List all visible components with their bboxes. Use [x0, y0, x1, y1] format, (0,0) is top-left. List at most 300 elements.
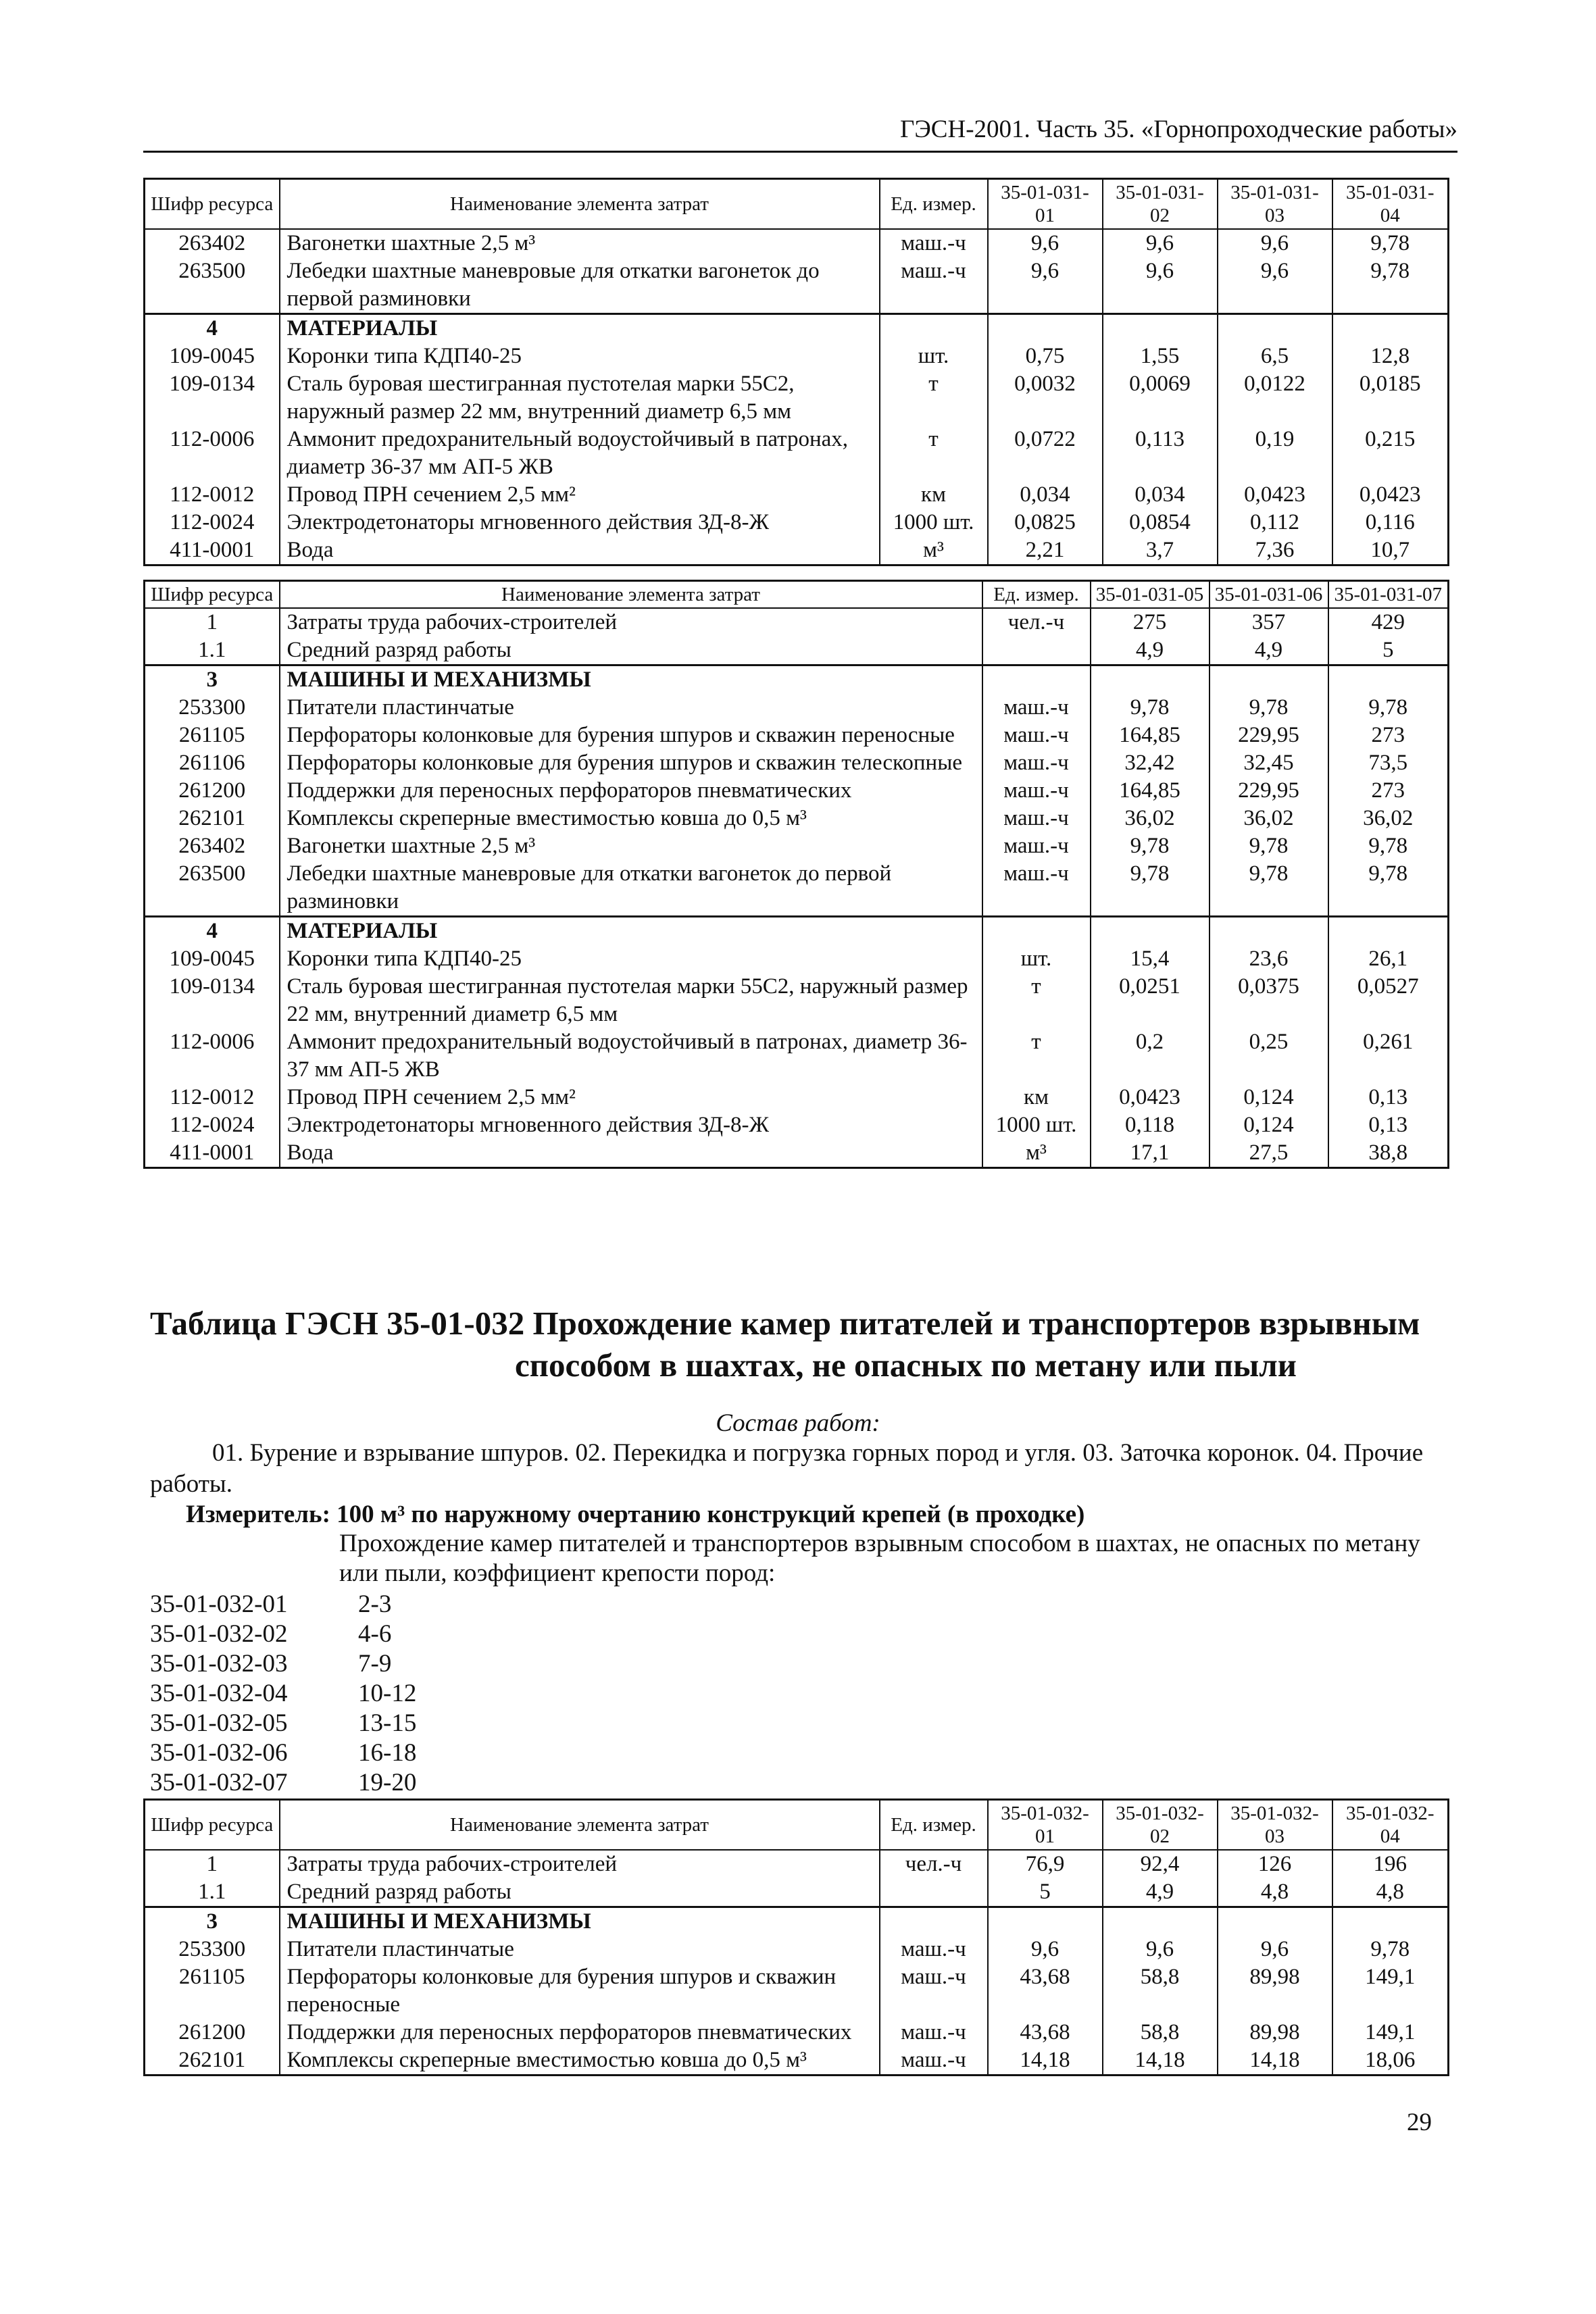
norm-value [1103, 314, 1218, 343]
resource-unit: т [880, 426, 988, 481]
table-body [145, 608, 1449, 1168]
table-row [145, 694, 1449, 722]
resource-name: МАШИНЫ И МЕХАНИЗМЫ [280, 665, 982, 695]
norm-value: 9,6 [1218, 1936, 1332, 1963]
norm-value: 9,6 [988, 1936, 1103, 1963]
table-row [145, 1084, 1449, 1111]
col-header-variant: 35-01-031-04 [1332, 179, 1449, 230]
norm-value: 58,8 [1103, 1963, 1218, 2019]
table-row [145, 1111, 1449, 1139]
resource-code: 262101 [145, 2046, 280, 2076]
norm-value: 126 [1218, 1850, 1332, 1878]
resource-name: Коронки типа КДП40-25 [280, 343, 880, 370]
table-title [150, 1303, 1474, 1386]
norm-value: 12,8 [1332, 343, 1449, 370]
table-row [145, 973, 1449, 1028]
norm-value [1218, 314, 1332, 343]
section-row [145, 314, 1449, 343]
norm-value: 58,8 [1103, 2019, 1218, 2046]
col-header-variant: 35-01-032-02 [1103, 1800, 1218, 1851]
works-list: 01. Бурение и взрывание шпуров. 02. Перекидка и погрузка горных пород и угля. 03. Заточка коронок. 04. Прочие работы. [150, 1439, 1424, 1498]
norm-value: 9,6 [1103, 229, 1218, 257]
resource-name: Лебедки шахтные маневровые для откатки вагонеток до первой разминовки [280, 257, 880, 314]
norm-value [1103, 1907, 1218, 1936]
norm-value: 0,124 [1210, 1084, 1328, 1111]
resource-code: 262101 [145, 805, 280, 832]
resource-unit [880, 1878, 988, 1907]
resource-unit [982, 917, 1091, 946]
resource-name: Комплексы скреперные вместимостью ковша до 0,5 м³ [280, 2046, 880, 2076]
resource-code: 261106 [145, 749, 280, 777]
col-header-name: Наименование элемента затрат [280, 1800, 880, 1851]
table-row [145, 343, 1449, 370]
resource-name: Вагонетки шахтные 2,5 м³ [280, 229, 880, 257]
col-header-unit: Ед. измер. [880, 179, 988, 230]
norm-value: 14,18 [988, 2046, 1103, 2076]
resource-unit: маш.-ч [880, 257, 988, 314]
resource-table-031-05-07 [143, 580, 1449, 1169]
col-header-variant: 35-01-031-05 [1091, 581, 1210, 609]
norm-code: 35-01-032-04 [150, 1680, 288, 1707]
norm-value: 0,13 [1328, 1084, 1449, 1111]
norm-value: 32,45 [1210, 749, 1328, 777]
norm-value: 9,6 [988, 229, 1103, 257]
table-row [145, 229, 1449, 257]
norm-code-row [150, 1590, 416, 1619]
table-row [145, 860, 1449, 917]
norm-value: 92,4 [1103, 1850, 1218, 1878]
resource-unit: маш.-ч [982, 860, 1091, 917]
resource-name: Электродетонаторы мгновенного действия ЗД-8-Ж [280, 509, 880, 536]
table-row [145, 636, 1449, 665]
norm-value: 0,261 [1328, 1028, 1449, 1084]
norm-value: 0,0423 [1218, 481, 1332, 509]
norm-value [1328, 665, 1449, 695]
resource-unit: км [880, 481, 988, 509]
resource-code: 112-0012 [145, 481, 280, 509]
norm-value: 9,78 [1210, 832, 1328, 860]
col-header-code: Шифр ресурса [145, 1800, 280, 1851]
resource-unit: т [982, 973, 1091, 1028]
norm-value: 17,1 [1091, 1139, 1210, 1168]
norm-code-row [150, 1649, 416, 1679]
resource-name: Провод ПРН сечением 2,5 мм² [280, 481, 880, 509]
norm-value: 9,78 [1332, 257, 1449, 314]
norm-value: 0,0185 [1332, 370, 1449, 426]
norm-value: 149,1 [1332, 1963, 1449, 2019]
norm-value: 0,25 [1210, 1028, 1328, 1084]
resource-code: 1 [145, 1850, 280, 1878]
resource-code: 1.1 [145, 1878, 280, 1907]
norm-value: 43,68 [988, 2019, 1103, 2046]
norm-value: 9,78 [1328, 832, 1449, 860]
norm-value: 9,6 [1218, 229, 1332, 257]
resource-name: Вода [280, 1139, 982, 1168]
running-header: ГЭСН-2001. Часть 35. «Горнопроходческие работы» [143, 115, 1457, 153]
norm-value: 4,9 [1103, 1878, 1218, 1907]
table-row [145, 2046, 1449, 2076]
resource-unit: маш.-ч [880, 2019, 988, 2046]
hardness-range: 10-12 [358, 1680, 417, 1707]
col-header-variant: 35-01-032-03 [1218, 1800, 1332, 1851]
norm-value: 23,6 [1210, 945, 1328, 973]
norm-code-row [150, 1768, 416, 1798]
resource-code: 4 [145, 917, 280, 946]
meter-line: Измеритель: 100 м³ по наружному очертанию конструкций крепей (в проходке) [186, 1501, 1085, 1528]
resource-code: 261105 [145, 722, 280, 749]
resource-name: Аммонит предохранительный водоустойчивый в патронах, диаметр 36-37 мм АП-5 ЖВ [280, 1028, 982, 1084]
resource-unit: м³ [880, 536, 988, 565]
col-header-unit: Ед. измер. [982, 581, 1091, 609]
norm-value: 9,78 [1091, 860, 1210, 917]
norm-value: 9,78 [1332, 1936, 1449, 1963]
norm-value [1210, 917, 1328, 946]
norm-value: 9,78 [1210, 694, 1328, 722]
norm-value [988, 314, 1103, 343]
norm-value: 14,18 [1103, 2046, 1218, 2076]
table-row [145, 749, 1449, 777]
norm-value: 6,5 [1218, 343, 1332, 370]
norm-value [988, 1907, 1103, 1936]
table-row [145, 509, 1449, 536]
norm-value: 275 [1091, 608, 1210, 636]
hardness-range: 7-9 [358, 1650, 392, 1678]
hardness-range: 19-20 [358, 1769, 417, 1796]
resource-code: 4 [145, 314, 280, 343]
table-header-row [145, 1800, 1449, 1851]
resource-name: Перфораторы колонковые для бурения шпуров и скважин переносные [280, 722, 982, 749]
norm-value: 0,215 [1332, 426, 1449, 481]
resource-unit [880, 314, 988, 343]
resource-name: Питатели пластинчатые [280, 694, 982, 722]
resource-unit: чел.-ч [880, 1850, 988, 1878]
resource-code: 112-0006 [145, 426, 280, 481]
norm-code: 35-01-032-02 [150, 1620, 288, 1648]
norm-value: 38,8 [1328, 1139, 1449, 1168]
norm-code-row [150, 1709, 416, 1738]
resource-unit: чел.-ч [982, 608, 1091, 636]
table-row [145, 536, 1449, 565]
norm-value: 0,0423 [1332, 481, 1449, 509]
resource-name: Вода [280, 536, 880, 565]
resource-name: Перфораторы колонковые для бурения шпуров и скважин телескопные [280, 749, 982, 777]
norm-value: 0,113 [1103, 426, 1218, 481]
resource-code: 109-0045 [145, 343, 280, 370]
resource-name: Средний разряд работы [280, 1878, 880, 1907]
resource-code: 3 [145, 665, 280, 695]
norm-value: 9,78 [1210, 860, 1328, 917]
norm-code: 35-01-032-07 [150, 1769, 288, 1796]
norm-value [1091, 665, 1210, 695]
norm-value: 149,1 [1332, 2019, 1449, 2046]
norm-value: 73,5 [1328, 749, 1449, 777]
resource-unit [982, 665, 1091, 695]
norm-value: 0,034 [1103, 481, 1218, 509]
norm-value: 9,6 [1103, 1936, 1218, 1963]
table-row [145, 2019, 1449, 2046]
resource-code: 3 [145, 1907, 280, 1936]
resource-code: 109-0134 [145, 370, 280, 426]
norm-value: 196 [1332, 1850, 1449, 1878]
norm-value: 7,36 [1218, 536, 1332, 565]
norm-value: 89,98 [1218, 2019, 1332, 2046]
col-header-variant: 35-01-031-02 [1103, 179, 1218, 230]
resource-unit: маш.-ч [982, 749, 1091, 777]
col-header-name: Наименование элемента затрат [280, 179, 880, 230]
norm-value: 0,19 [1218, 426, 1332, 481]
norm-value: 0,0722 [988, 426, 1103, 481]
norm-value: 229,95 [1210, 722, 1328, 749]
table-row [145, 1878, 1449, 1907]
col-header-variant: 35-01-031-06 [1210, 581, 1328, 609]
table-header-row [145, 179, 1449, 230]
norm-value: 0,0251 [1091, 973, 1210, 1028]
norm-value: 9,78 [1091, 694, 1210, 722]
resource-code: 112-0012 [145, 1084, 280, 1111]
norm-value: 26,1 [1328, 945, 1449, 973]
norm-code-row [150, 1619, 416, 1649]
norm-value: 36,02 [1210, 805, 1328, 832]
section-row [145, 665, 1449, 695]
norm-value: 273 [1328, 777, 1449, 805]
resource-name: МАШИНЫ И МЕХАНИЗМЫ [280, 1907, 880, 1936]
resource-unit: км [982, 1084, 1091, 1111]
table-header-row [145, 581, 1449, 609]
norm-value: 229,95 [1210, 777, 1328, 805]
norm-value: 4,8 [1332, 1878, 1449, 1907]
norm-code: 35-01-032-05 [150, 1709, 288, 1737]
table-row [145, 1963, 1449, 2019]
norm-code: 35-01-032-01 [150, 1590, 288, 1618]
table-row [145, 1139, 1449, 1168]
norm-code: 35-01-032-06 [150, 1739, 288, 1767]
norm-value: 164,85 [1091, 777, 1210, 805]
table-row [145, 1936, 1449, 1963]
table-title-line2: способом в шахтах, не опасных по метану или пыли [515, 1347, 1297, 1384]
table-row [145, 481, 1449, 509]
norm-value: 89,98 [1218, 1963, 1332, 2019]
resource-code: 1.1 [145, 636, 280, 665]
norm-value: 4,9 [1210, 636, 1328, 665]
norm-code-row [150, 1738, 416, 1768]
norm-value: 32,42 [1091, 749, 1210, 777]
table-body [145, 1850, 1449, 2076]
resource-name: Аммонит предохранительный водоустойчивый в патронах, диаметр 36-37 мм АП-5 ЖВ [280, 426, 880, 481]
resource-name: Лебедки шахтные маневровые для откатки вагонеток до первой разминовки [280, 860, 982, 917]
col-header-variant: 35-01-031-07 [1328, 581, 1449, 609]
table-row [145, 832, 1449, 860]
norm-value: 0,034 [988, 481, 1103, 509]
resource-name: Средний разряд работы [280, 636, 982, 665]
norm-value: 27,5 [1210, 1139, 1328, 1168]
col-header-name: Наименование элемента затрат [280, 581, 982, 609]
resource-code: 263402 [145, 832, 280, 860]
norm-value: 0,0527 [1328, 973, 1449, 1028]
norm-value: 0,75 [988, 343, 1103, 370]
norm-value: 14,18 [1218, 2046, 1332, 2076]
resource-name: Сталь буровая шестигранная пустотелая марки 55С2, наружный размер 22 мм, внутренний диаметр 6,5 мм [280, 973, 982, 1028]
norm-value: 0,118 [1091, 1111, 1210, 1139]
norm-value: 9,78 [1328, 860, 1449, 917]
norm-value: 0,0423 [1091, 1084, 1210, 1111]
norm-value: 0,0122 [1218, 370, 1332, 426]
resource-name: Комплексы скреперные вместимостью ковша до 0,5 м³ [280, 805, 982, 832]
resource-unit: маш.-ч [982, 832, 1091, 860]
norm-code: 35-01-032-03 [150, 1650, 288, 1678]
norm-value: 9,6 [1218, 257, 1332, 314]
resource-name: Сталь буровая шестигранная пустотелая марки 55С2, наружный размер 22 мм, внутренний диаметр 6,5 мм [280, 370, 880, 426]
table-body [145, 229, 1449, 565]
resource-code: 261105 [145, 1963, 280, 2019]
resource-code: 112-0006 [145, 1028, 280, 1084]
norm-value [1332, 314, 1449, 343]
resource-name: Поддержки для переносных перфораторов пневматических [280, 777, 982, 805]
resource-code: 411-0001 [145, 536, 280, 565]
norm-code-row [150, 1679, 416, 1709]
resource-code: 253300 [145, 694, 280, 722]
resource-unit: шт. [880, 343, 988, 370]
table-row [145, 1028, 1449, 1084]
norm-value: 9,6 [1103, 257, 1218, 314]
resource-name: Электродетонаторы мгновенного действия ЗД-8-Ж [280, 1111, 982, 1139]
norm-value: 0,124 [1210, 1111, 1328, 1139]
resource-name: Затраты труда рабочих-строителей [280, 1850, 880, 1878]
norm-value: 0,0825 [988, 509, 1103, 536]
norm-value: 4,8 [1218, 1878, 1332, 1907]
norm-value: 10,7 [1332, 536, 1449, 565]
norm-value [1328, 917, 1449, 946]
norm-value: 3,7 [1103, 536, 1218, 565]
resource-code: 112-0024 [145, 509, 280, 536]
hardness-range: 13-15 [358, 1709, 417, 1737]
resource-code: 263500 [145, 860, 280, 917]
norm-value: 9,78 [1091, 832, 1210, 860]
table-row [145, 777, 1449, 805]
norm-value: 18,06 [1332, 2046, 1449, 2076]
section-row [145, 917, 1449, 946]
resource-unit: маш.-ч [982, 722, 1091, 749]
resource-unit: 1000 шт. [880, 509, 988, 536]
page-number: 29 [1407, 2109, 1432, 2136]
norm-value: 43,68 [988, 1963, 1103, 2019]
table-title-line1: Таблица ГЭСН 35-01-032 Прохождение камер питателей и транспортеров взрывным [150, 1305, 1420, 1342]
norm-value: 429 [1328, 608, 1449, 636]
resource-unit [880, 1907, 988, 1936]
norm-value: 76,9 [988, 1850, 1103, 1878]
resource-code: 253300 [145, 1936, 280, 1963]
resource-name: Провод ПРН сечением 2,5 мм² [280, 1084, 982, 1111]
resource-name: Коронки типа КДП40-25 [280, 945, 982, 973]
resource-code: 109-0134 [145, 973, 280, 1028]
resource-code: 109-0045 [145, 945, 280, 973]
resource-code: 411-0001 [145, 1139, 280, 1168]
norm-value: 2,21 [988, 536, 1103, 565]
col-header-variant: 35-01-032-04 [1332, 1800, 1449, 1851]
norm-value: 9,78 [1328, 694, 1449, 722]
norm-value: 5 [1328, 636, 1449, 665]
norm-value: 357 [1210, 608, 1328, 636]
resource-unit: шт. [982, 945, 1091, 973]
resource-name: МАТЕРИАЛЫ [280, 314, 880, 343]
resource-code: 261200 [145, 2019, 280, 2046]
table-row [145, 805, 1449, 832]
section-row [145, 1907, 1449, 1936]
col-header-code: Шифр ресурса [145, 179, 280, 230]
resource-name: Поддержки для переносных перфораторов пневматических [280, 2019, 880, 2046]
norm-value: 9,78 [1332, 229, 1449, 257]
resource-unit: м³ [982, 1139, 1091, 1168]
norm-description: Прохождение камер питателей и транспортеров взрывным способом в шахтах, не опасных по метану или пыли, коэффициент крепости пород: [339, 1530, 1420, 1587]
resource-name: Вагонетки шахтные 2,5 м³ [280, 832, 982, 860]
hardness-range: 2-3 [358, 1590, 392, 1618]
table-row [145, 426, 1449, 481]
hardness-range: 16-18 [358, 1739, 417, 1767]
norm-value: 164,85 [1091, 722, 1210, 749]
hardness-range: 4-6 [358, 1620, 392, 1648]
col-header-variant: 35-01-031-03 [1218, 179, 1332, 230]
resource-unit: 1000 шт. [982, 1111, 1091, 1139]
norm-value: 0,116 [1332, 509, 1449, 536]
resource-code: 112-0024 [145, 1111, 280, 1139]
resource-name: Затраты труда рабочих-строителей [280, 608, 982, 636]
resource-unit: маш.-ч [982, 777, 1091, 805]
col-header-variant: 35-01-032-01 [988, 1800, 1103, 1851]
norm-value: 15,4 [1091, 945, 1210, 973]
table-row [145, 370, 1449, 426]
norm-value: 5 [988, 1878, 1103, 1907]
resource-code: 261200 [145, 777, 280, 805]
col-header-variant: 35-01-031-01 [988, 179, 1103, 230]
table-row [145, 1850, 1449, 1878]
norm-value: 0,112 [1218, 509, 1332, 536]
resource-unit: маш.-ч [880, 229, 988, 257]
resource-unit: т [880, 370, 988, 426]
resource-unit: т [982, 1028, 1091, 1084]
norm-value: 0,0032 [988, 370, 1103, 426]
resource-table-032-01-04 [143, 1799, 1449, 2076]
table-row [145, 608, 1449, 636]
norm-value: 4,9 [1091, 636, 1210, 665]
resource-unit [982, 636, 1091, 665]
norm-value [1210, 665, 1328, 695]
col-header-unit: Ед. измер. [880, 1800, 988, 1851]
norm-value: 0,13 [1328, 1111, 1449, 1139]
resource-name: Перфораторы колонковые для бурения шпуров и скважин переносные [280, 1963, 880, 2019]
resource-code: 1 [145, 608, 280, 636]
norm-value [1218, 1907, 1332, 1936]
resource-unit: маш.-ч [880, 2046, 988, 2076]
resource-table-031-01-04 [143, 178, 1449, 566]
table-row [145, 257, 1449, 314]
norm-value: 0,0854 [1103, 509, 1218, 536]
resource-unit: маш.-ч [982, 694, 1091, 722]
norm-value [1332, 1907, 1449, 1936]
resource-unit: маш.-ч [982, 805, 1091, 832]
norm-value: 0,2 [1091, 1028, 1210, 1084]
table-row [145, 722, 1449, 749]
norm-value: 0,0375 [1210, 973, 1328, 1028]
norm-value: 0,0069 [1103, 370, 1218, 426]
norm-value: 36,02 [1091, 805, 1210, 832]
norm-value: 9,6 [988, 257, 1103, 314]
norm-codes-list [150, 1590, 416, 1798]
resource-unit: маш.-ч [880, 1936, 988, 1963]
resource-code: 263500 [145, 257, 280, 314]
norm-value: 36,02 [1328, 805, 1449, 832]
resource-name: Питатели пластинчатые [280, 1936, 880, 1963]
norm-value [1091, 917, 1210, 946]
resource-unit: маш.-ч [880, 1963, 988, 2019]
